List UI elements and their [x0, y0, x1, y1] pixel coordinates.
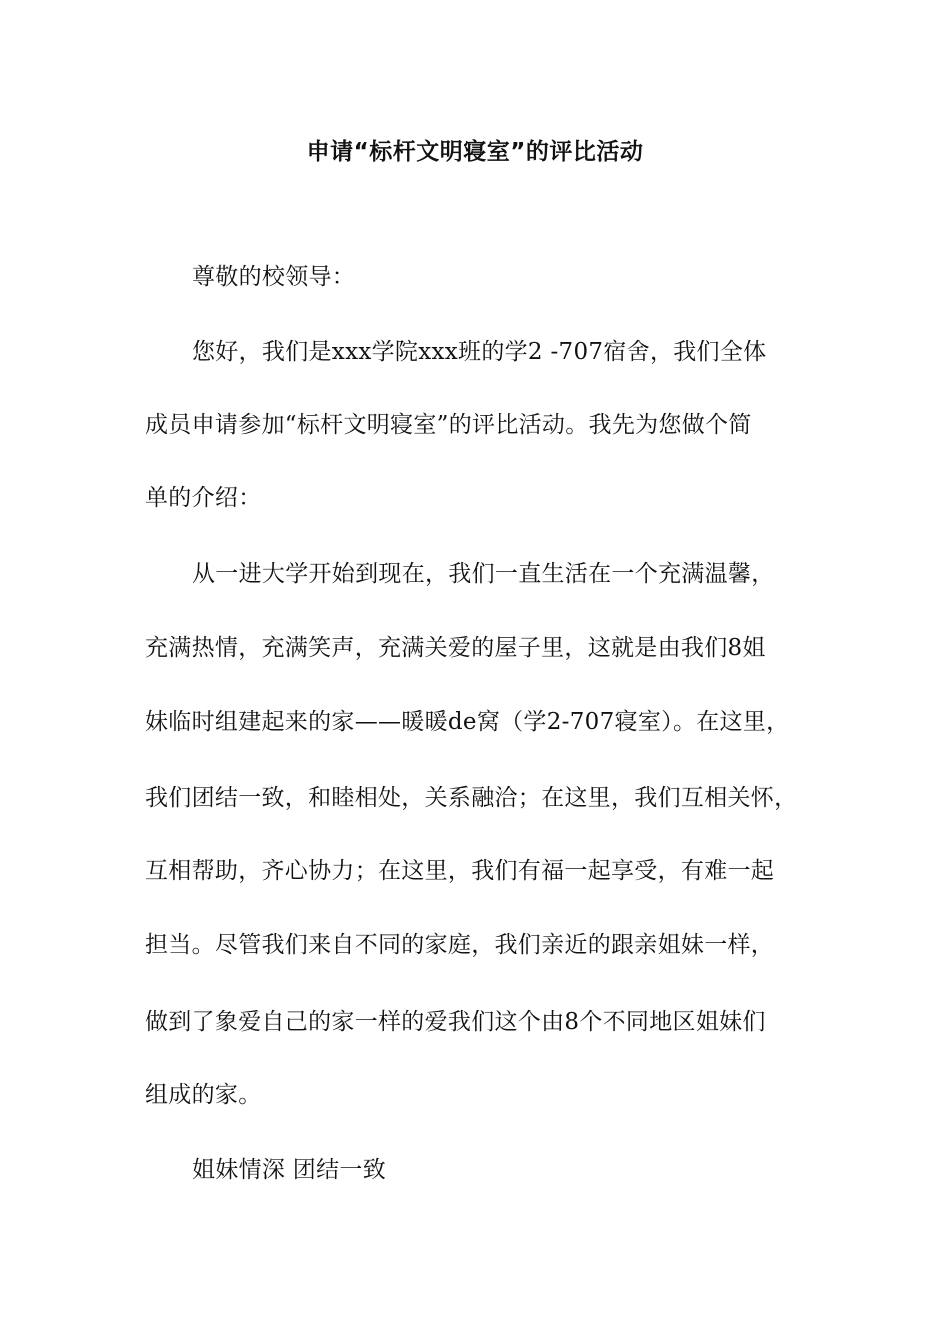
paragraph-line: 单的介绍： — [145, 485, 262, 511]
paragraph-line: 成员申请参加“标杆文明寝室”的评比活动。我先为您做个简 — [145, 412, 752, 438]
salutation: 尊敬的校领导： — [192, 264, 356, 290]
section-heading: 姐妹情深 团结一致 — [192, 1157, 387, 1183]
paragraph-line: 从一进大学开始到现在，我们一直生活在一个充满温馨， — [192, 561, 775, 587]
paragraph-line: 您好，我们是xxx学院xxx班的学2 -707宿舍，我们全体 — [192, 339, 767, 365]
paragraph-line: 组成的家。 — [145, 1082, 262, 1108]
document-title: 申请“标杆文明寝室”的评比活动 — [306, 139, 644, 165]
paragraph-line: 做到了象爱自己的家一样的爱我们这个由8个不同地区姐妹们 — [145, 1009, 766, 1035]
paragraph-line: 担当。尽管我们来自不同的家庭，我们亲近的跟亲姐妹一样， — [145, 932, 775, 958]
paragraph-line: 妹临时组建起来的家——暖暖de窝（学2-707寝室）。在这里， — [145, 709, 790, 735]
paragraph-line: 互相帮助，齐心协力；在这里，我们有福一起享受，有难一起 — [145, 858, 775, 884]
paragraph-line: 充满热情，充满笑声，充满关爱的屋子里，这就是由我们8姐 — [145, 635, 766, 661]
paragraph-line: 我们团结一致，和睦相处，关系融洽；在这里，我们互相关怀， — [145, 785, 798, 811]
